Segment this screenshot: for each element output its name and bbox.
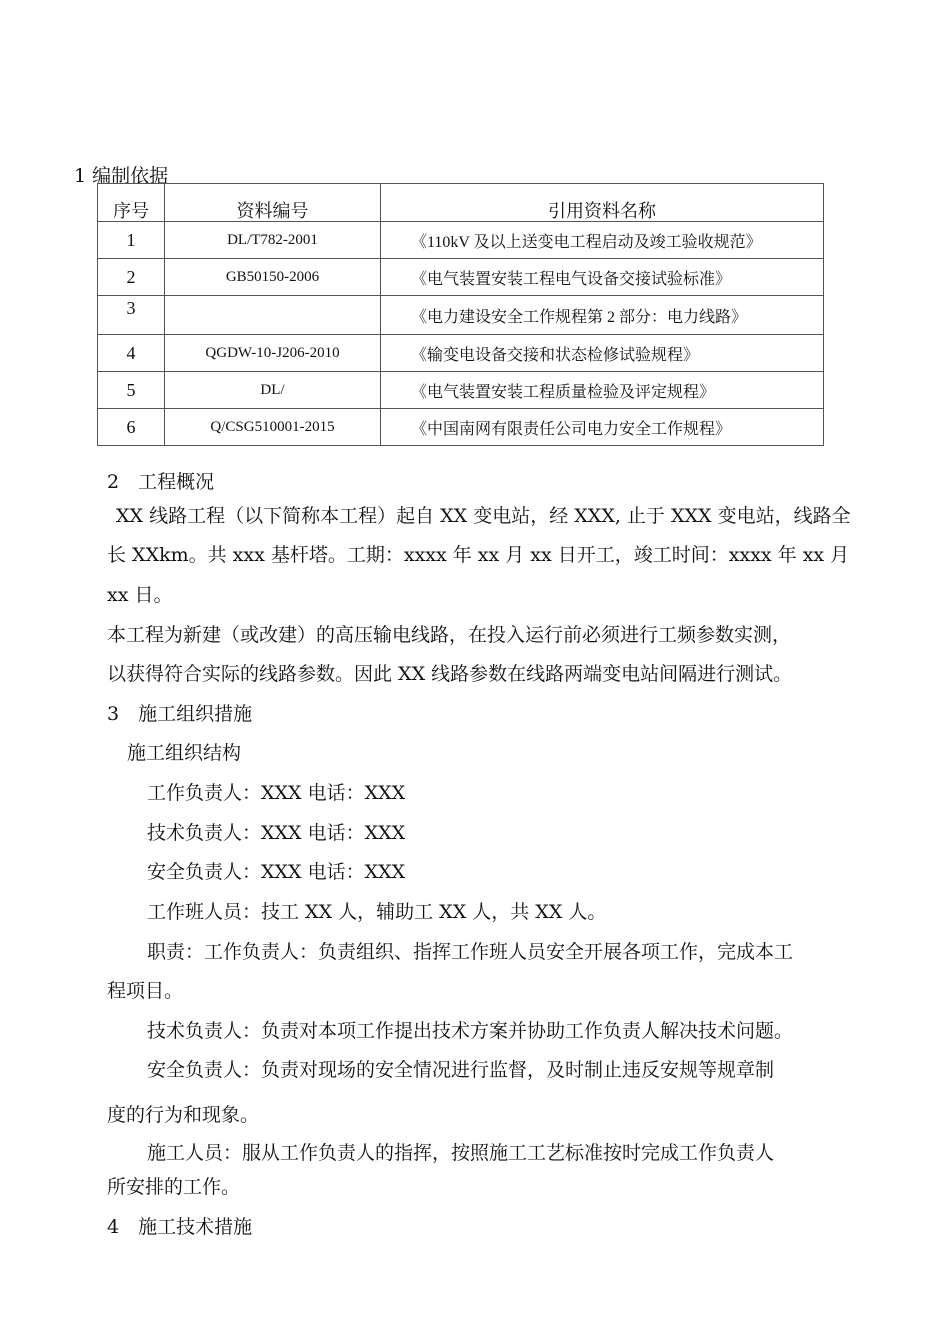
work-leader-line: 工作负责人：XXX 电话：XXX [147,782,406,804]
row-name: 《110kV 及以上送变电工程启动及竣工验收规范》 [381,222,824,259]
overview-paragraph-line: 本工程为新建（或改建）的高压输电线路，在投入运行前必须进行工频参数实测， [107,624,792,646]
duty-line: 所安排的工作。 [107,1176,241,1198]
row-name: 《电力建设安全工作规程第 2 部分：电力线路》 [381,296,824,335]
header-code: 资料编号 [165,184,381,222]
duty-line: 施工人员：服从工作负责人的指挥，按照施工工艺标准按时完成工作负责人 [147,1142,775,1164]
duty-line: 职责：工作负责人：负责组织、指挥工作班人员安全开展各项工作，完成本工 [147,941,794,963]
section1-title: 1 编制依据 [74,165,169,187]
row-no: 1 [98,222,165,259]
duty-line: 安全负责人：负责对现场的安全情况进行监督，及时制止违反安规等规章制 [147,1059,775,1081]
table-row [98,222,824,259]
row-name: 《输变电设备交接和状态检修试验规程》 [381,335,824,372]
duty-line: 程项目。 [107,980,184,1002]
tech-leader-line: 技术负责人：XXX 电话：XXX [147,822,406,844]
table-row [98,409,824,446]
row-name: 《中国南网有限责任公司电力安全工作规程》 [381,409,824,446]
table-row [98,296,824,335]
overview-paragraph-line: 以获得符合实际的线路参数。因此 XX 线路参数在线路两端变电站间隔进行测试。 [107,663,793,685]
row-name: 《电气装置安装工程质量检验及评定规程》 [381,372,824,409]
row-code: DL/ [165,372,381,409]
table-row [98,335,824,372]
table-row [98,372,824,409]
section3-title: 3 施工组织措施 [107,703,253,725]
crew-line: 工作班人员：技工 XX 人，辅助工 XX 人，共 XX 人。 [147,901,607,923]
table-row [98,259,824,296]
table-header-row [98,184,824,222]
overview-paragraph-line: xx 日。 [107,584,173,606]
section4-title: 4 施工技术措施 [107,1216,253,1238]
overview-paragraph-line: 长 XXkm。共 xxx 基杆塔。工期：xxxx 年 xx 月 xx 日开工，竣工时间：xxxx 年 xx 月 [107,544,850,566]
overview-paragraph-line: XX 线路工程（以下简称本工程）起自 XX 变电站，经 XXX, 止于 XXX 变电站，线路全 [116,505,851,527]
header-no: 序号 [98,184,165,222]
row-code: Q/CSG510001-2015 [165,409,381,446]
safety-leader-line: 安全负责人：XXX 电话：XXX [147,861,406,883]
org-structure-subtitle: 施工组织结构 [127,742,242,764]
duty-line: 度的行为和现象。 [107,1104,260,1126]
row-no: 4 [98,335,165,372]
row-no: 3 [98,296,165,335]
row-code [165,296,381,335]
reference-table [97,183,824,446]
row-code: QGDW-10-J206-2010 [165,335,381,372]
row-no: 6 [98,409,165,446]
duty-line: 技术负责人：负责对本项工作提出技术方案并协助工作负责人解决技术问题。 [147,1020,794,1042]
row-name: 《电气装置安装工程电气设备交接试验标准》 [381,259,824,296]
row-no: 5 [98,372,165,409]
row-no: 2 [98,259,165,296]
row-code: DL/T782-2001 [165,222,381,259]
row-code: GB50150-2006 [165,259,381,296]
section2-title: 2 工程概况 [107,471,215,493]
header-name: 引用资料名称 [381,184,824,222]
